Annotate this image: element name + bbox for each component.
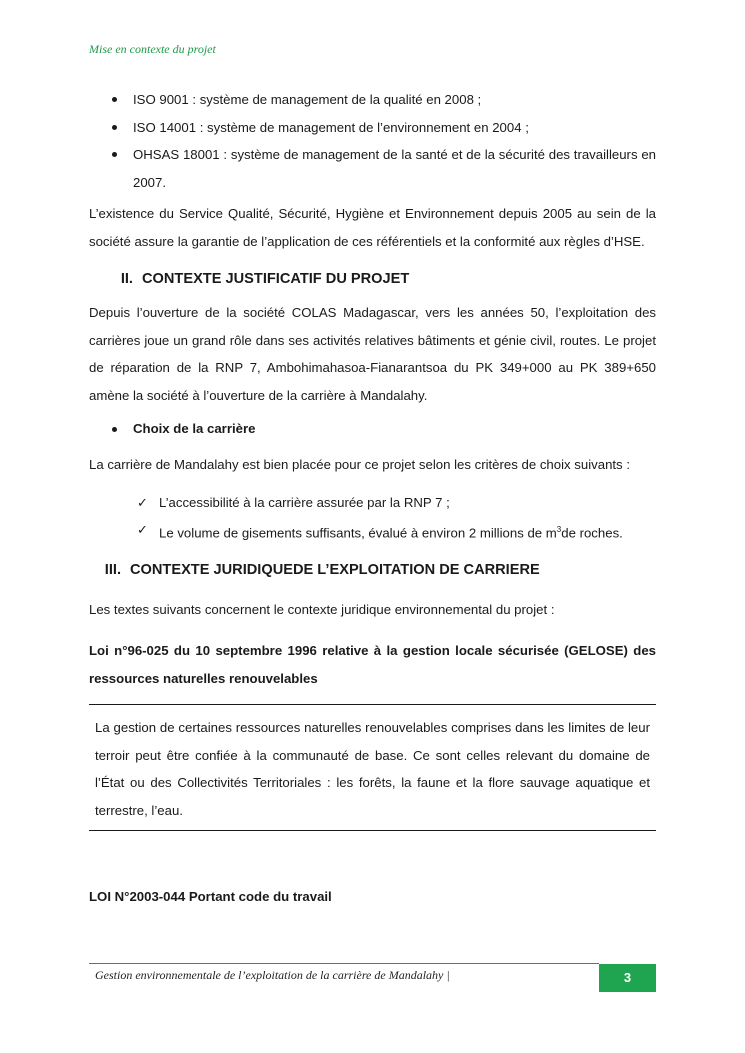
subheading: Choix de la carrière (89, 417, 656, 441)
running-header: Mise en contexte du projet (89, 42, 216, 56)
list-item: OHSAS 18001 : système de management de la santé et de la sécurité des travailleurs en 2007. (133, 141, 656, 196)
list-item: ISO 9001 : système de management de la qualité en 2008 ; (133, 86, 656, 114)
checkmark-icon: ✓ (137, 494, 148, 510)
bullet-icon (112, 125, 117, 130)
footer-text: Gestion environnementale de l’exploitation de la carrière de Mandalahy | (95, 968, 450, 982)
section-heading-2: II. CONTEXTE JUSTIFICATIF DU PROJET (120, 271, 410, 287)
section-heading-3: III. CONTEXTE JURIDIQUEDE L’EXPLOITATION DE CARRIERE (104, 561, 540, 578)
list-item: ✓ Le volume de gisements suffisants, évalué à environ 2 millions de $m^3de$ roches. (159, 516, 656, 546)
bullet-icon (112, 152, 117, 157)
law-title: Loi n°96-025 du 10 septembre 1996 relative à la gestion locale sécurisée (GELOSE) des ressources naturelles renouvelables (89, 643, 656, 686)
law-excerpt (89, 704, 656, 831)
section2-paragraph: Depuis l’ouverture de la société COLAS Madagascar, vers les années 50, l’exploitation des carrières joue un grand rôle dans ses activités relatives bâtiments et génie civil, routes. Le projet de réparation de la RNP 7, Ambohimahasoa-Fianarantsoa du PK 349+000 au PK 389+650 amène la société à l’ouverture de la carrière à Mandalahy. (89, 305, 656, 403)
section3-intro: Les textes suivants concernent le contexte juridique environnemental du projet : (89, 601, 555, 617)
page-number: 3 (599, 964, 656, 992)
bullet-icon (112, 427, 117, 432)
bullet-icon (112, 97, 117, 102)
footer-divider (89, 963, 599, 964)
list-item: ISO 14001 : système de management de l’environnement en 2004 ; (133, 114, 656, 142)
list-item: ✓ L’accessibilité à la carrière assurée par la RNP 7 ; (159, 489, 656, 516)
checkmark-icon: ✓ (137, 521, 148, 537)
criteria-list (89, 489, 656, 546)
law-excerpt-text: La gestion de certaines ressources naturelles renouvelables comprises dans les limites de leur terroir peut être confiée à la communauté de base. Ce sont celles relevant du domaine de l’État ou des Collectivités Territoriales : les forêts, la faune et la flore sauvage aquatique et terrestre, l’eau. (95, 720, 650, 818)
document-body (89, 86, 656, 907)
iso-list (89, 86, 656, 196)
criteria-intro: La carrière de Mandalahy est bien placée pour ce projet selon les critères de choix suivants : (89, 457, 630, 472)
intro-paragraph: L’existence du Service Qualité, Sécurité, Hygiène et Environnement depuis 2005 au sein de la société assure la garantie de l’application de ces référentiels et la conformité aux règles d’HSE. (89, 206, 656, 249)
law-title-2: LOI N°2003-044 Portant code du travail (89, 889, 332, 905)
